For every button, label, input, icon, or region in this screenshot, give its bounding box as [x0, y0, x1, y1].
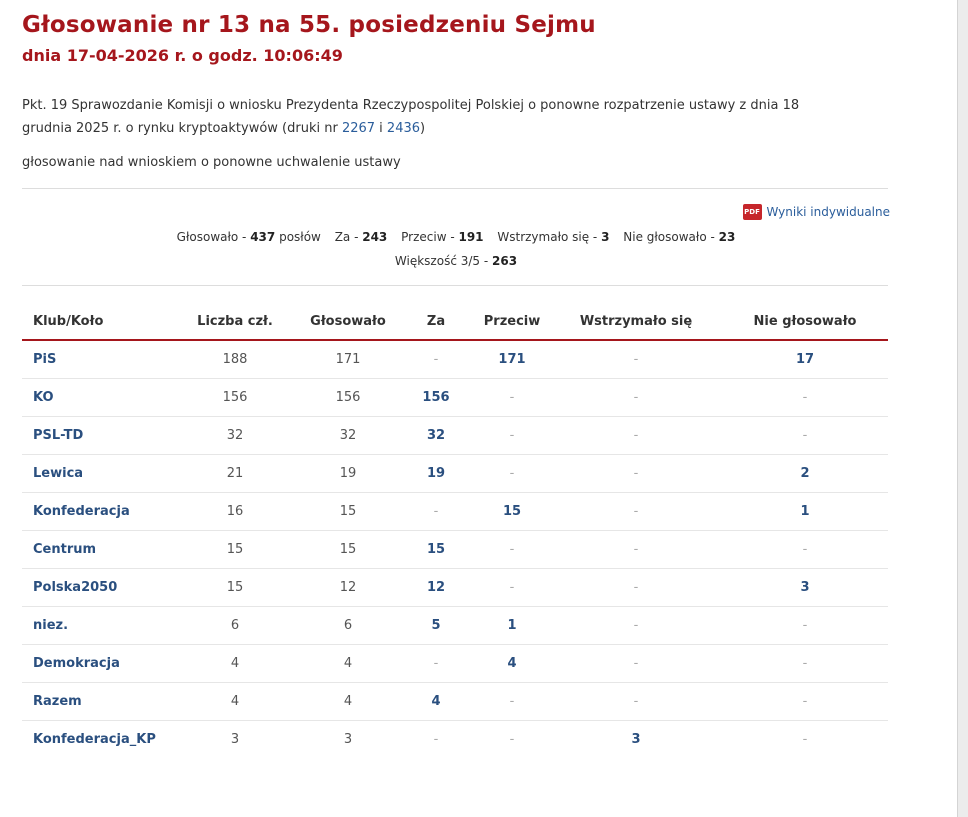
cell-members: 32 — [172, 417, 298, 455]
table-row — [22, 721, 888, 759]
page-content — [22, 0, 890, 758]
divider — [22, 188, 888, 189]
page-title: Głosowanie nr 13 na 55. posiedzeniu Sejmu — [22, 12, 596, 38]
cell-absent: - — [722, 531, 888, 569]
cell-abstain: - — [550, 607, 722, 645]
cell-for[interactable]: 19 — [398, 455, 474, 493]
cell-members: 15 — [172, 569, 298, 607]
against-count: 191 — [458, 230, 484, 244]
cell-voted: 15 — [298, 531, 398, 569]
abstain-count: 3 — [601, 230, 610, 244]
cell-voted: 12 — [298, 569, 398, 607]
cell-for: - — [398, 340, 474, 379]
cell-abstain: - — [550, 417, 722, 455]
cell-absent[interactable]: 17 — [722, 340, 888, 379]
table-row — [22, 340, 888, 379]
cell-members: 16 — [172, 493, 298, 531]
agenda-text: Pkt. 19 Sprawozdanie Komisji o wniosku Prezydenta Rzeczypospolitej Polskiej o ponowne rozpatrzenie ustawy z dnia 18 grudnia 2025 r. o rynku kryptoaktywów (druki nr — [22, 98, 800, 136]
vote-summary — [22, 225, 890, 273]
cell-voted: 3 — [343, 732, 353, 747]
agenda-text-end: ) — [420, 121, 426, 136]
cell-against[interactable]: 4 — [474, 645, 550, 683]
for-count: 243 — [362, 230, 388, 244]
absent-count: 23 — [718, 230, 736, 244]
club-link[interactable]: Polska2050 — [22, 569, 172, 607]
majority-label: Większość 3/5 - — [394, 254, 493, 268]
cell-absent[interactable]: 2 — [722, 455, 888, 493]
table-row — [22, 379, 888, 417]
individual-results-link[interactable] — [22, 204, 890, 224]
abstain-label: Wstrzymało się - — [497, 230, 602, 244]
club-link[interactable]: KO — [22, 379, 172, 417]
table-row — [22, 531, 888, 569]
cell-abstain: - — [550, 569, 722, 607]
agenda-text-between: i — [375, 121, 387, 136]
cell-against[interactable]: 1 — [474, 607, 550, 645]
table-row — [22, 569, 888, 607]
cell-against: - — [474, 531, 550, 569]
cell-absent: - — [722, 417, 888, 455]
cell-absent: - — [722, 379, 888, 417]
table-row — [22, 455, 888, 493]
club-link[interactable]: Lewica — [22, 455, 172, 493]
majority-count: 263 — [492, 254, 518, 268]
window-right-edge — [957, 0, 968, 817]
cell-for[interactable]: 32 — [398, 417, 474, 455]
cell-abstain: - — [550, 531, 722, 569]
divider — [22, 285, 888, 286]
summary-line-1 — [22, 225, 890, 249]
cell-for: - — [433, 732, 439, 747]
pdf-icon: PDF — [743, 204, 762, 220]
cell-absent[interactable]: 1 — [722, 493, 888, 531]
vote-date: dnia 17-04-2026 r. o godz. 10:06:49 — [22, 46, 343, 65]
cell-for: - — [398, 645, 474, 683]
cell-abstain: - — [550, 645, 722, 683]
club-link[interactable]: Demokracja — [22, 645, 172, 683]
print-link-2267[interactable]: 2267 — [341, 121, 376, 136]
cell-voted: 4 — [298, 683, 398, 721]
cell-members: 4 — [172, 683, 298, 721]
club-link[interactable]: Centrum — [22, 531, 172, 569]
club-link[interactable]: Razem — [22, 683, 172, 721]
cell-for[interactable]: 12 — [398, 569, 474, 607]
cell-for: - — [398, 493, 474, 531]
cell-voted: 6 — [298, 607, 398, 645]
cell-abstain: - — [550, 493, 722, 531]
cell-for[interactable]: 156 — [398, 379, 474, 417]
voted-count: 437 — [250, 230, 276, 244]
cell-abstain: - — [550, 455, 722, 493]
absent-label: Nie głosowało - — [623, 230, 719, 244]
cell-for[interactable]: 5 — [398, 607, 474, 645]
print-link-2436[interactable]: 2436 — [386, 121, 421, 136]
club-link[interactable]: PiS — [22, 340, 172, 379]
club-link[interactable]: niez. — [22, 607, 172, 645]
cell-for[interactable]: 4 — [398, 683, 474, 721]
cell-absent: - — [722, 607, 888, 645]
voted-suffix: posłów — [275, 230, 321, 244]
table-header-row — [22, 303, 888, 340]
cell-against: - — [474, 379, 550, 417]
col-header-abstain: Wstrzymało się — [550, 303, 722, 340]
cell-abstain[interactable]: 3 — [631, 732, 641, 747]
table-row — [22, 493, 888, 531]
summary-line-2 — [22, 249, 890, 273]
cell-voted: 4 — [298, 645, 398, 683]
cell-against[interactable]: 171 — [474, 340, 550, 379]
cell-voted: 171 — [298, 340, 398, 379]
cell-voted: 19 — [298, 455, 398, 493]
cell-abstain: - — [550, 683, 722, 721]
col-header-voted: Głosowało — [298, 303, 398, 340]
col-header-absent: Nie głosowało — [722, 303, 888, 340]
club-link[interactable]: Konfederacja — [22, 493, 172, 531]
individual-results-label[interactable]: Wyniki indywidualne — [766, 205, 890, 219]
cell-absent: - — [802, 732, 808, 747]
col-header-against: Przeciw — [474, 303, 550, 340]
cell-members: 4 — [172, 645, 298, 683]
cell-against: - — [474, 417, 550, 455]
cell-members: 6 — [172, 607, 298, 645]
cell-voted: 15 — [298, 493, 398, 531]
cell-abstain: - — [550, 340, 722, 379]
cell-absent: - — [722, 645, 888, 683]
cell-for[interactable]: 15 — [398, 531, 474, 569]
col-header-for: Za — [398, 303, 474, 340]
club-votes-table — [22, 303, 888, 758]
cell-against[interactable]: 15 — [474, 493, 550, 531]
vote-subject: głosowanie nad wnioskiem o ponowne uchwalenie ustawy — [22, 155, 401, 170]
table-row — [22, 417, 888, 455]
cell-voted: 156 — [298, 379, 398, 417]
cell-against: - — [474, 455, 550, 493]
table-row — [22, 607, 888, 645]
cell-members: 15 — [172, 531, 298, 569]
club-link[interactable]: Konfederacja_KP — [33, 732, 156, 747]
voted-label: Głosowało - — [176, 230, 251, 244]
col-header-members: Liczba czł. — [172, 303, 298, 340]
against-label: Przeciw - — [401, 230, 459, 244]
table-row — [22, 683, 888, 721]
cell-absent: - — [722, 683, 888, 721]
cell-abstain: - — [550, 379, 722, 417]
agenda-item — [22, 94, 852, 140]
cell-voted: 32 — [298, 417, 398, 455]
cell-against: - — [474, 569, 550, 607]
cell-members: 21 — [172, 455, 298, 493]
club-link[interactable]: PSL-TD — [22, 417, 172, 455]
cell-members: 188 — [172, 340, 298, 379]
cell-against: - — [474, 683, 550, 721]
cell-absent[interactable]: 3 — [722, 569, 888, 607]
for-label: Za - — [334, 230, 363, 244]
table-row — [22, 645, 888, 683]
cell-members: 3 — [230, 732, 240, 747]
cell-members: 156 — [172, 379, 298, 417]
cell-against: - — [509, 732, 515, 747]
col-header-club: Klub/Koło — [22, 303, 172, 340]
